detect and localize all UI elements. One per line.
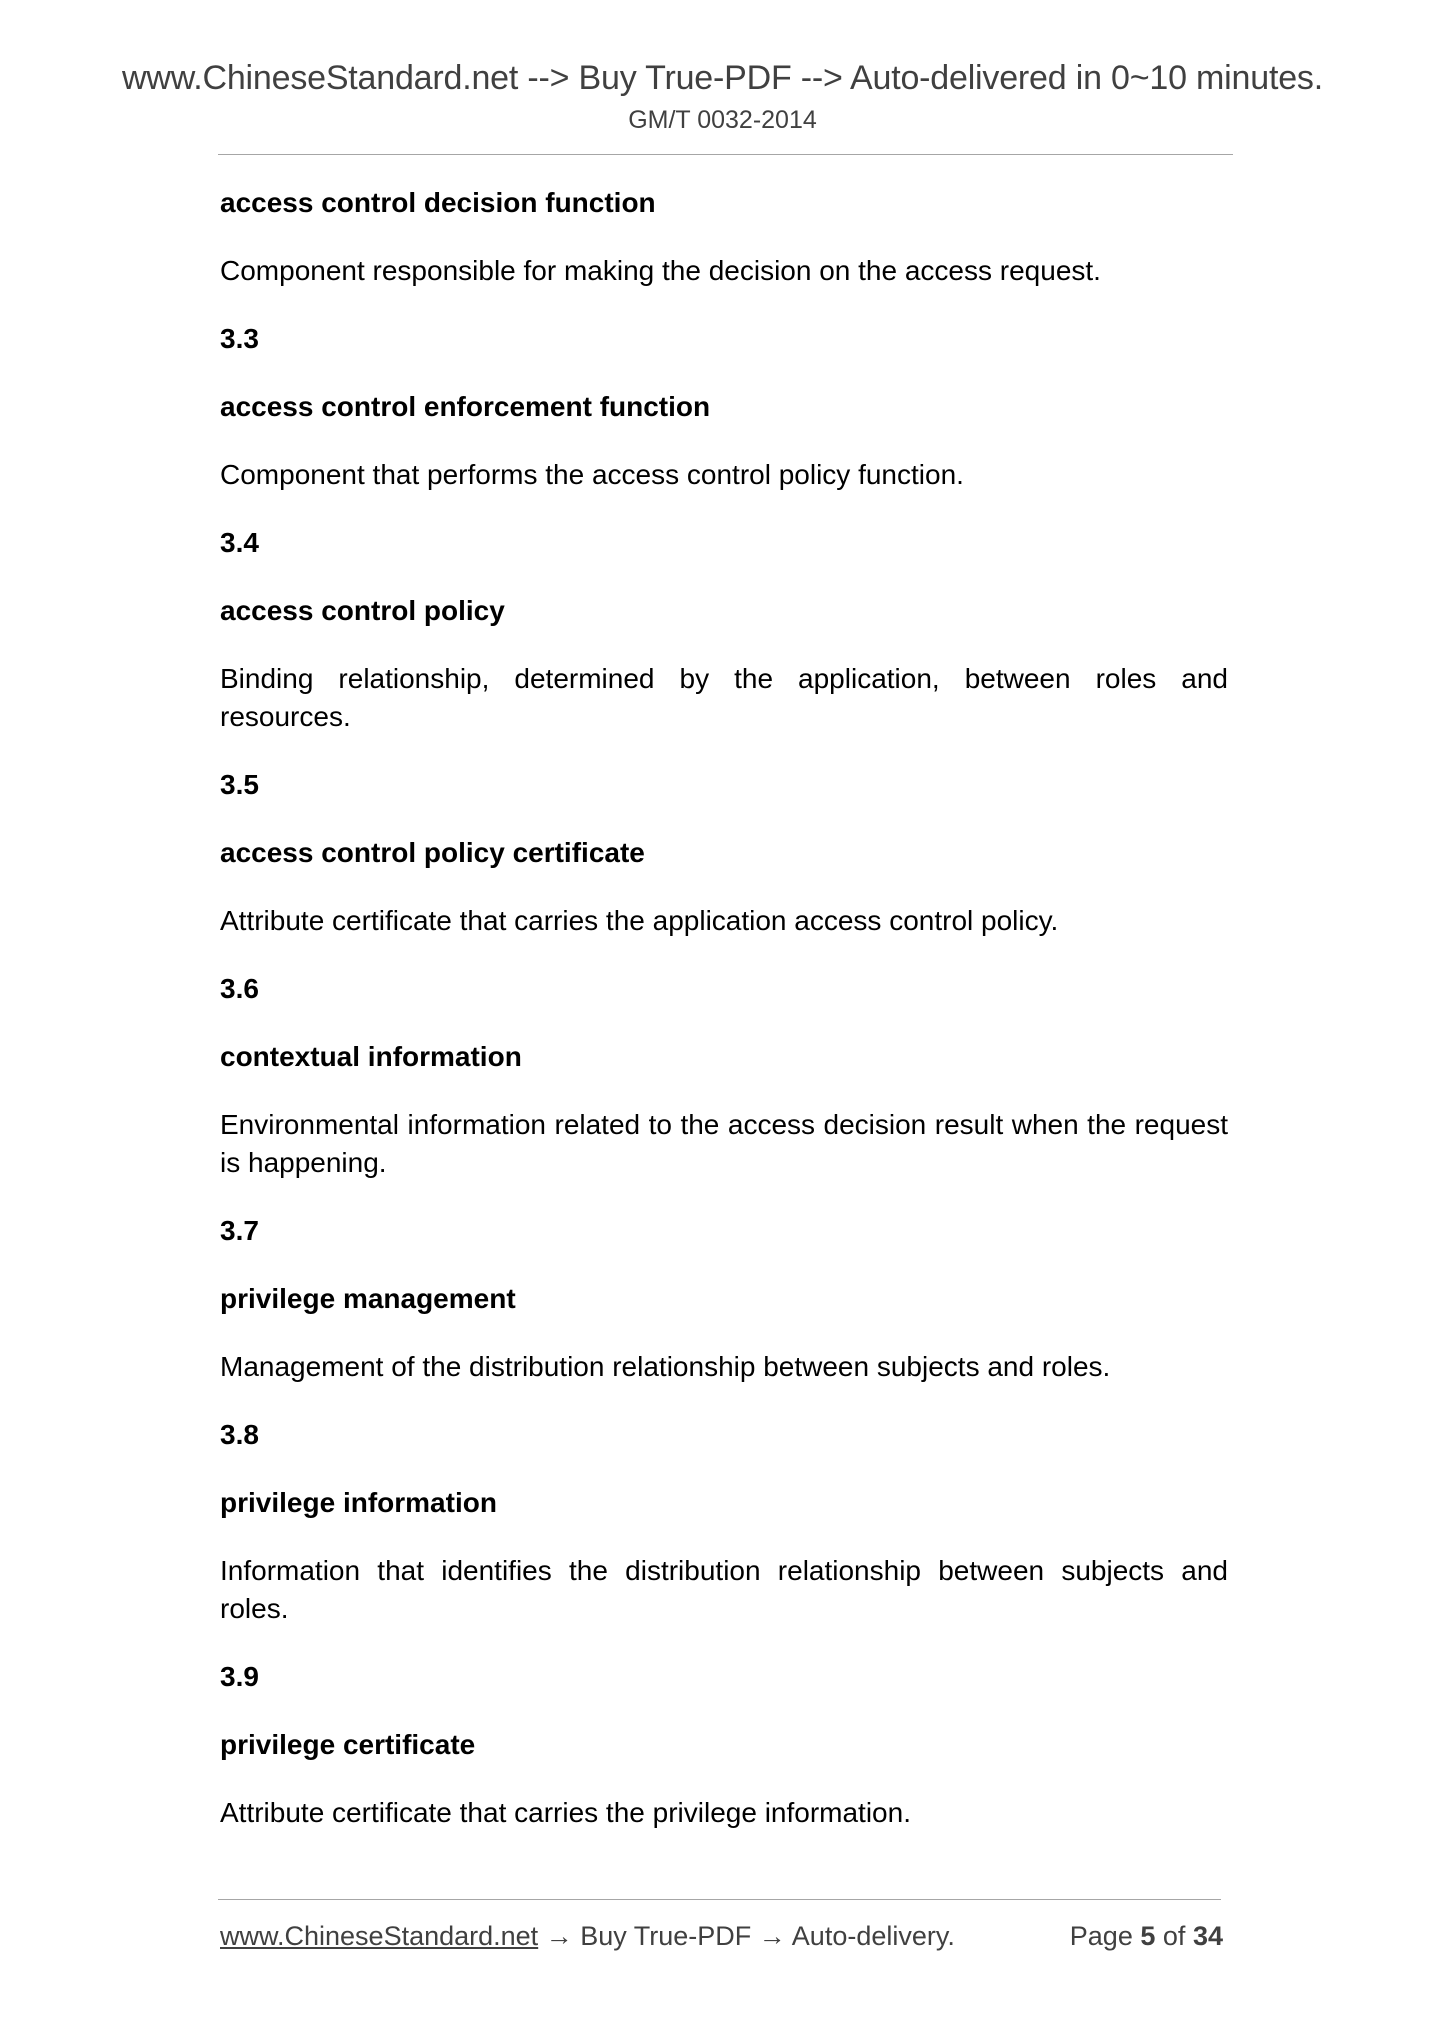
clause-number: 3.3 [220, 323, 259, 354]
term-title: access control policy [220, 595, 505, 626]
standard-code: GM/T 0032-2014 [628, 106, 817, 134]
term-title: access control policy certificate [220, 837, 645, 868]
clause-number: 3.6 [220, 973, 259, 1004]
of-label: of [1162, 1921, 1186, 1951]
delivery-text: Auto-delivery. [791, 1921, 955, 1951]
term-definition: Binding relationship, determined by the application, between roles and resources. [220, 663, 1228, 732]
term-definition: Attribute certificate that carries the privilege information. [220, 1797, 911, 1828]
footer-promo [220, 1918, 955, 1954]
term-definition: Environmental information related to the access decision result when the request is happening. [220, 1109, 1228, 1178]
term-definition: Management of the distribution relationship between subjects and roles. [220, 1351, 1111, 1382]
term-title: access control decision function [220, 187, 656, 218]
page-label: Page [1069, 1921, 1133, 1951]
buy-text: Buy True-PDF [580, 1921, 752, 1951]
term-definition: Attribute certificate that carries the application access control policy. [220, 905, 1059, 936]
term-title: privilege information [220, 1487, 497, 1518]
document-body [220, 184, 1228, 1862]
clause-number: 3.7 [220, 1215, 259, 1246]
page-indicator [1070, 1918, 1223, 1954]
total-pages: 34 [1192, 1921, 1223, 1951]
clause-number: 3.9 [220, 1661, 259, 1692]
page-header [0, 58, 1445, 138]
arrow-right-icon: → [758, 1921, 786, 1951]
page-number: 5 [1140, 1921, 1156, 1951]
term-title: access control enforcement function [220, 391, 711, 422]
website-link[interactable]: www.ChineseStandard.net [220, 1921, 539, 1951]
term-title: contextual information [220, 1041, 522, 1072]
term-definition: Information that identifies the distribution relationship between subjects and roles. [220, 1555, 1228, 1624]
header-title: www.ChineseStandard.net --> Buy True-PDF --> Auto-delivered in 0~10 minutes. [122, 59, 1323, 97]
header-divider [218, 154, 1233, 155]
term-definition: Component responsible for making the decision on the access request. [220, 255, 1101, 286]
term-title: privilege management [220, 1283, 516, 1314]
term-title: privilege certificate [220, 1729, 476, 1760]
footer-divider [218, 1899, 1221, 1900]
clause-number: 3.5 [220, 769, 259, 800]
arrow-right-icon: → [545, 1921, 573, 1951]
clause-number: 3.4 [220, 527, 259, 558]
term-definition: Component that performs the access control policy function. [220, 459, 964, 490]
clause-number: 3.8 [220, 1419, 259, 1450]
